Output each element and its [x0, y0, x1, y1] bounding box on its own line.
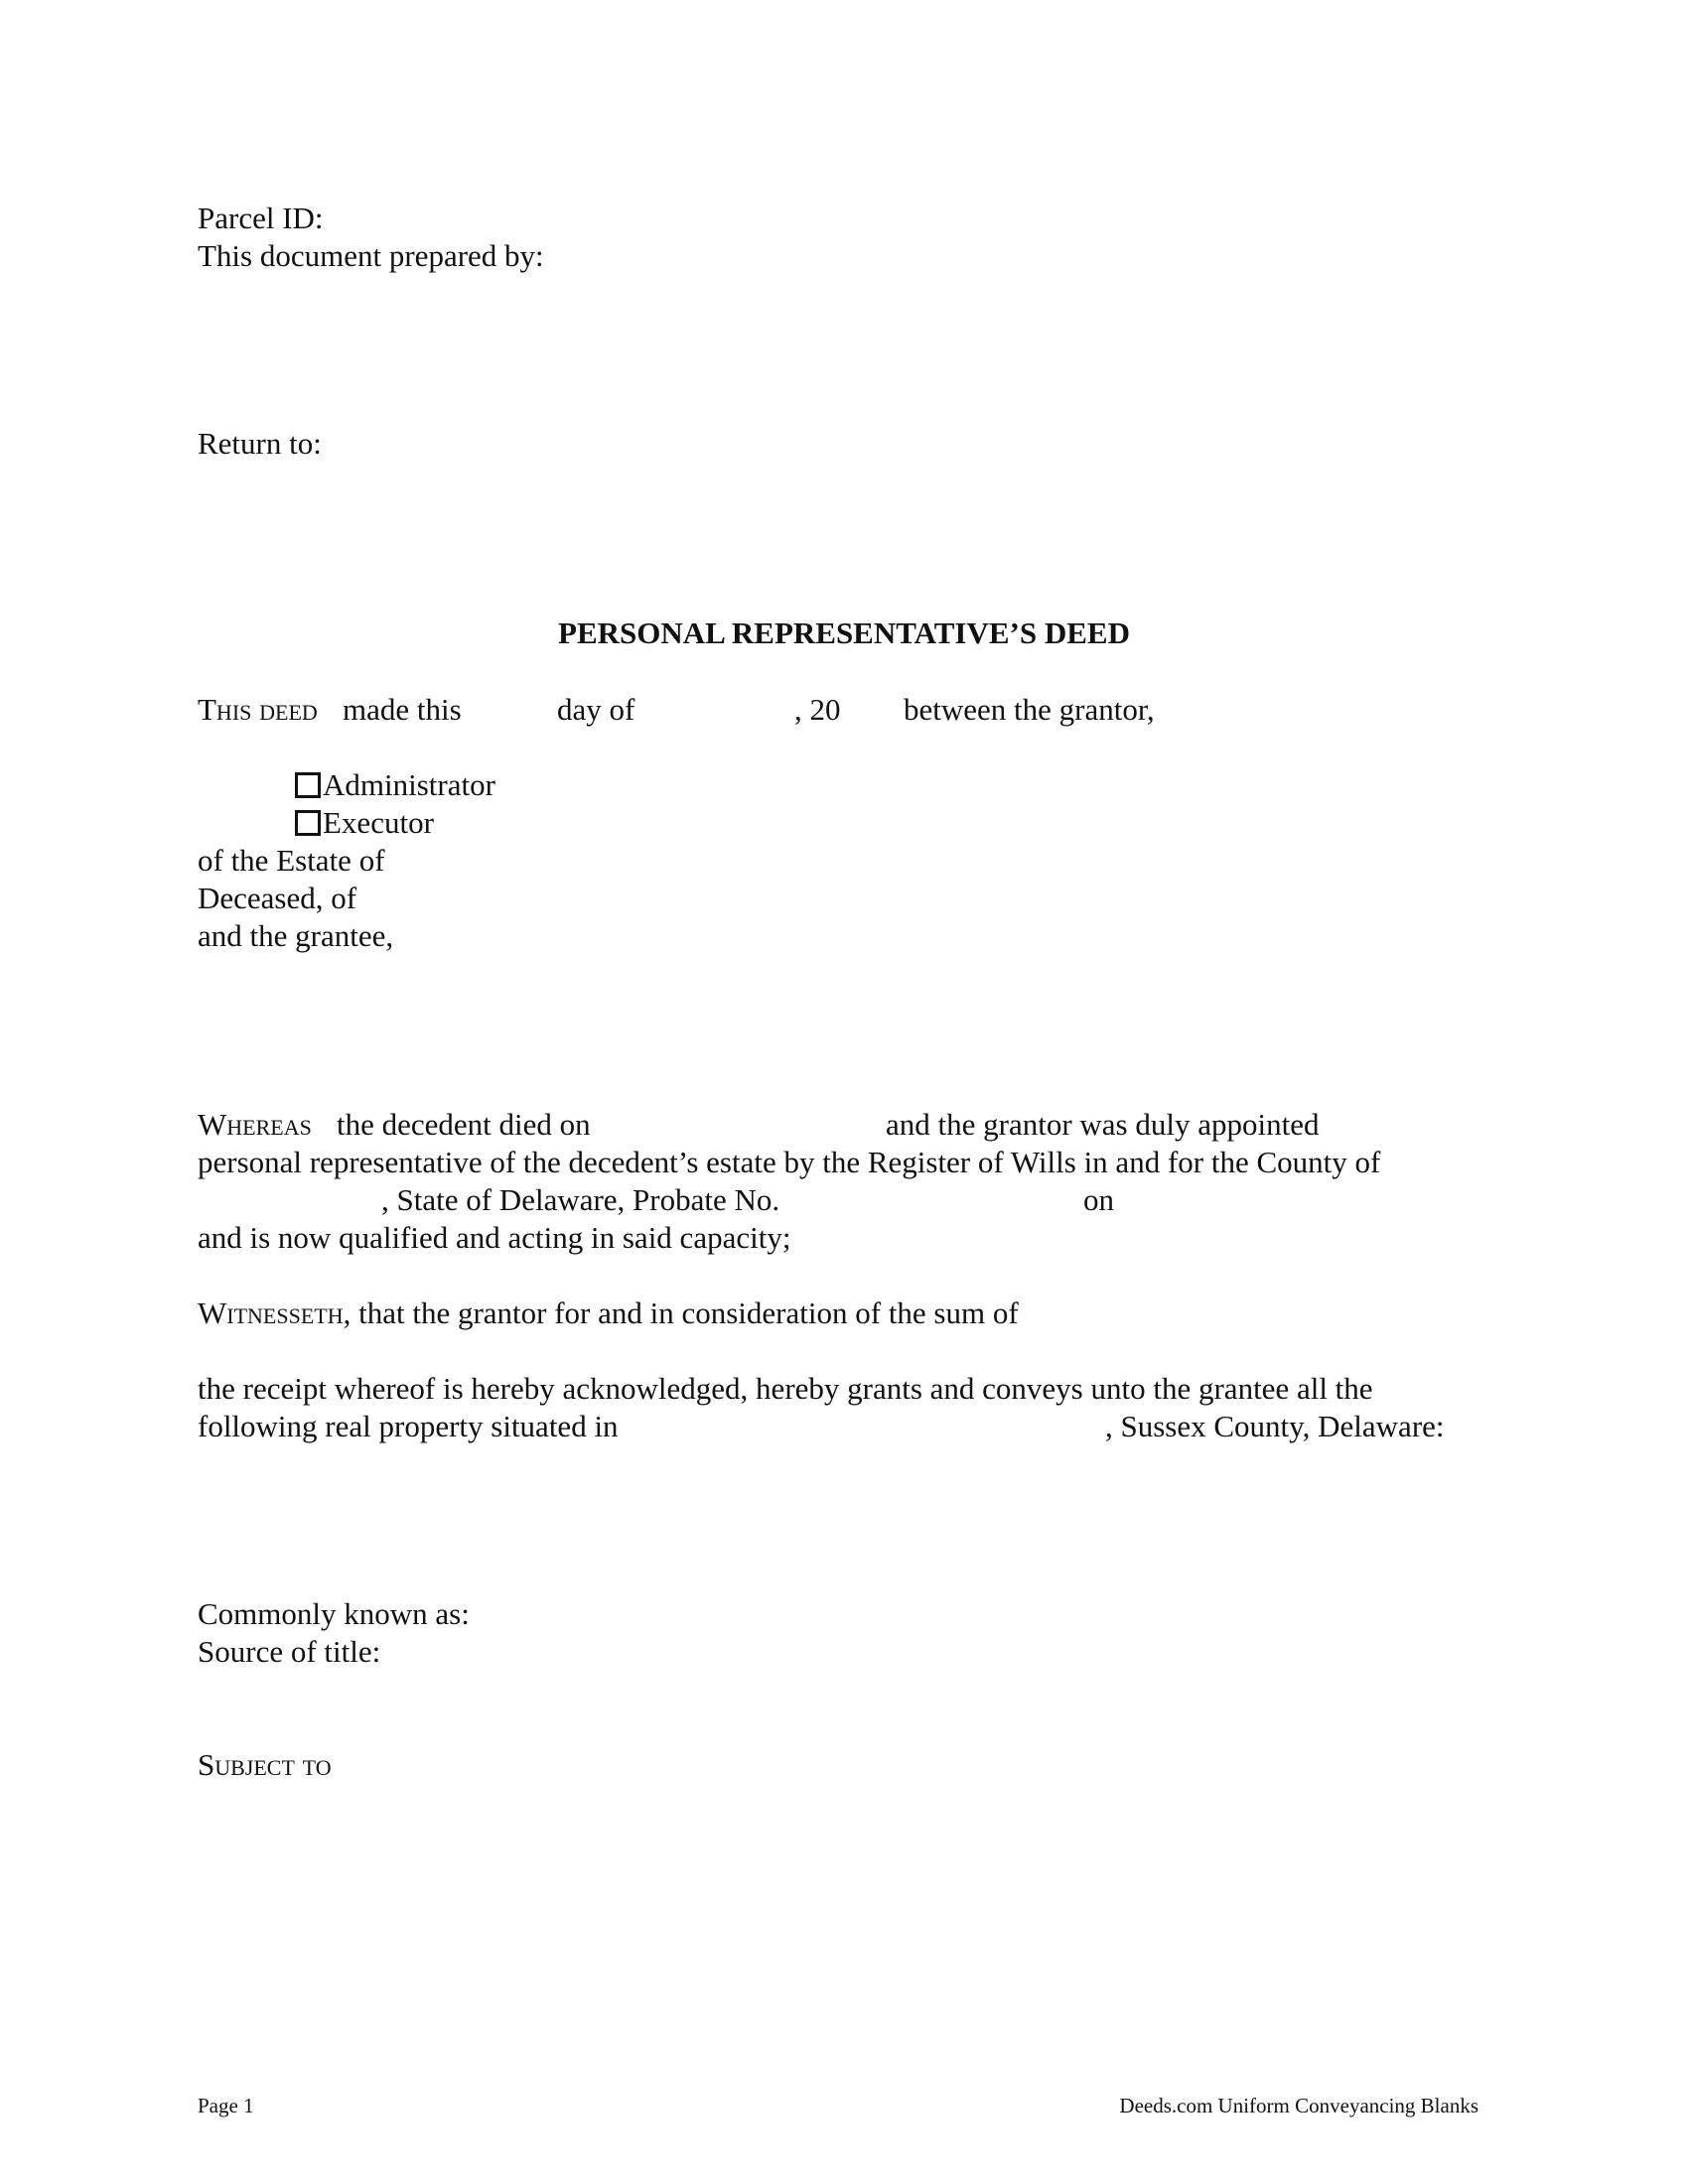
executor-checkbox[interactable] — [295, 810, 321, 836]
year-prefix-text: , 20 — [794, 692, 841, 727]
return-to-label: Return to: — [198, 426, 322, 461]
whereas-lead: Whereas — [198, 1107, 312, 1142]
page-number: Page 1 — [198, 2094, 254, 2117]
appointed-text: and the grantor was duly appointed — [886, 1107, 1320, 1142]
state-probate-text: , State of Delaware, Probate No. — [381, 1182, 780, 1217]
between-grantor-text: between the grantor, — [904, 692, 1155, 727]
deceased-of-text: Deceased, of — [198, 881, 357, 915]
executor-option[interactable] — [295, 804, 434, 842]
document-title: PERSONAL REPRESENTATIVE’S DEED — [558, 615, 1130, 650]
county-state-text: , Sussex County, Delaware: — [1105, 1409, 1445, 1443]
witnesseth-line — [198, 1295, 1019, 1332]
parcel-id-label: Parcel ID: — [198, 201, 324, 235]
witnesseth-lead: Witnesseth, — [198, 1296, 352, 1330]
administrator-label: Administrator — [323, 767, 495, 802]
whereas-line-2: personal representative of the decedent’s estate by the Register of Wills in and for the County of — [198, 1145, 1381, 1179]
subject-to-heading: Subject to — [198, 1747, 332, 1782]
executor-label: Executor — [323, 805, 434, 840]
footer-source: Deeds.com Uniform Conveyancing Blanks — [1119, 2094, 1478, 2117]
conveyance-line-1: the receipt whereof is hereby acknowledged, hereby grants and conveys unto the grantee all the — [198, 1371, 1373, 1406]
commonly-known-label: Commonly known as: — [198, 1596, 470, 1631]
source-of-title-label: Source of title: — [198, 1634, 381, 1669]
probate-on-text: on — [1083, 1182, 1114, 1217]
witnesseth-text: that the grantor for and in consideration of the sum of — [358, 1296, 1019, 1330]
whereas-line-4: and is now qualified and acting in said capacity; — [198, 1220, 791, 1255]
decedent-died-text: the decedent died on — [337, 1107, 591, 1142]
made-this-text: made this — [343, 692, 462, 727]
grantee-text: and the grantee, — [198, 918, 394, 953]
administrator-checkbox[interactable] — [295, 772, 321, 798]
prepared-by-label: This document prepared by: — [198, 238, 544, 273]
deed-lead: This deed — [198, 692, 318, 727]
administrator-option[interactable] — [295, 766, 495, 804]
estate-of-text: of the Estate of — [198, 843, 385, 878]
day-of-text: day of — [557, 692, 635, 727]
situated-in-text: following real property situated in — [198, 1409, 619, 1443]
